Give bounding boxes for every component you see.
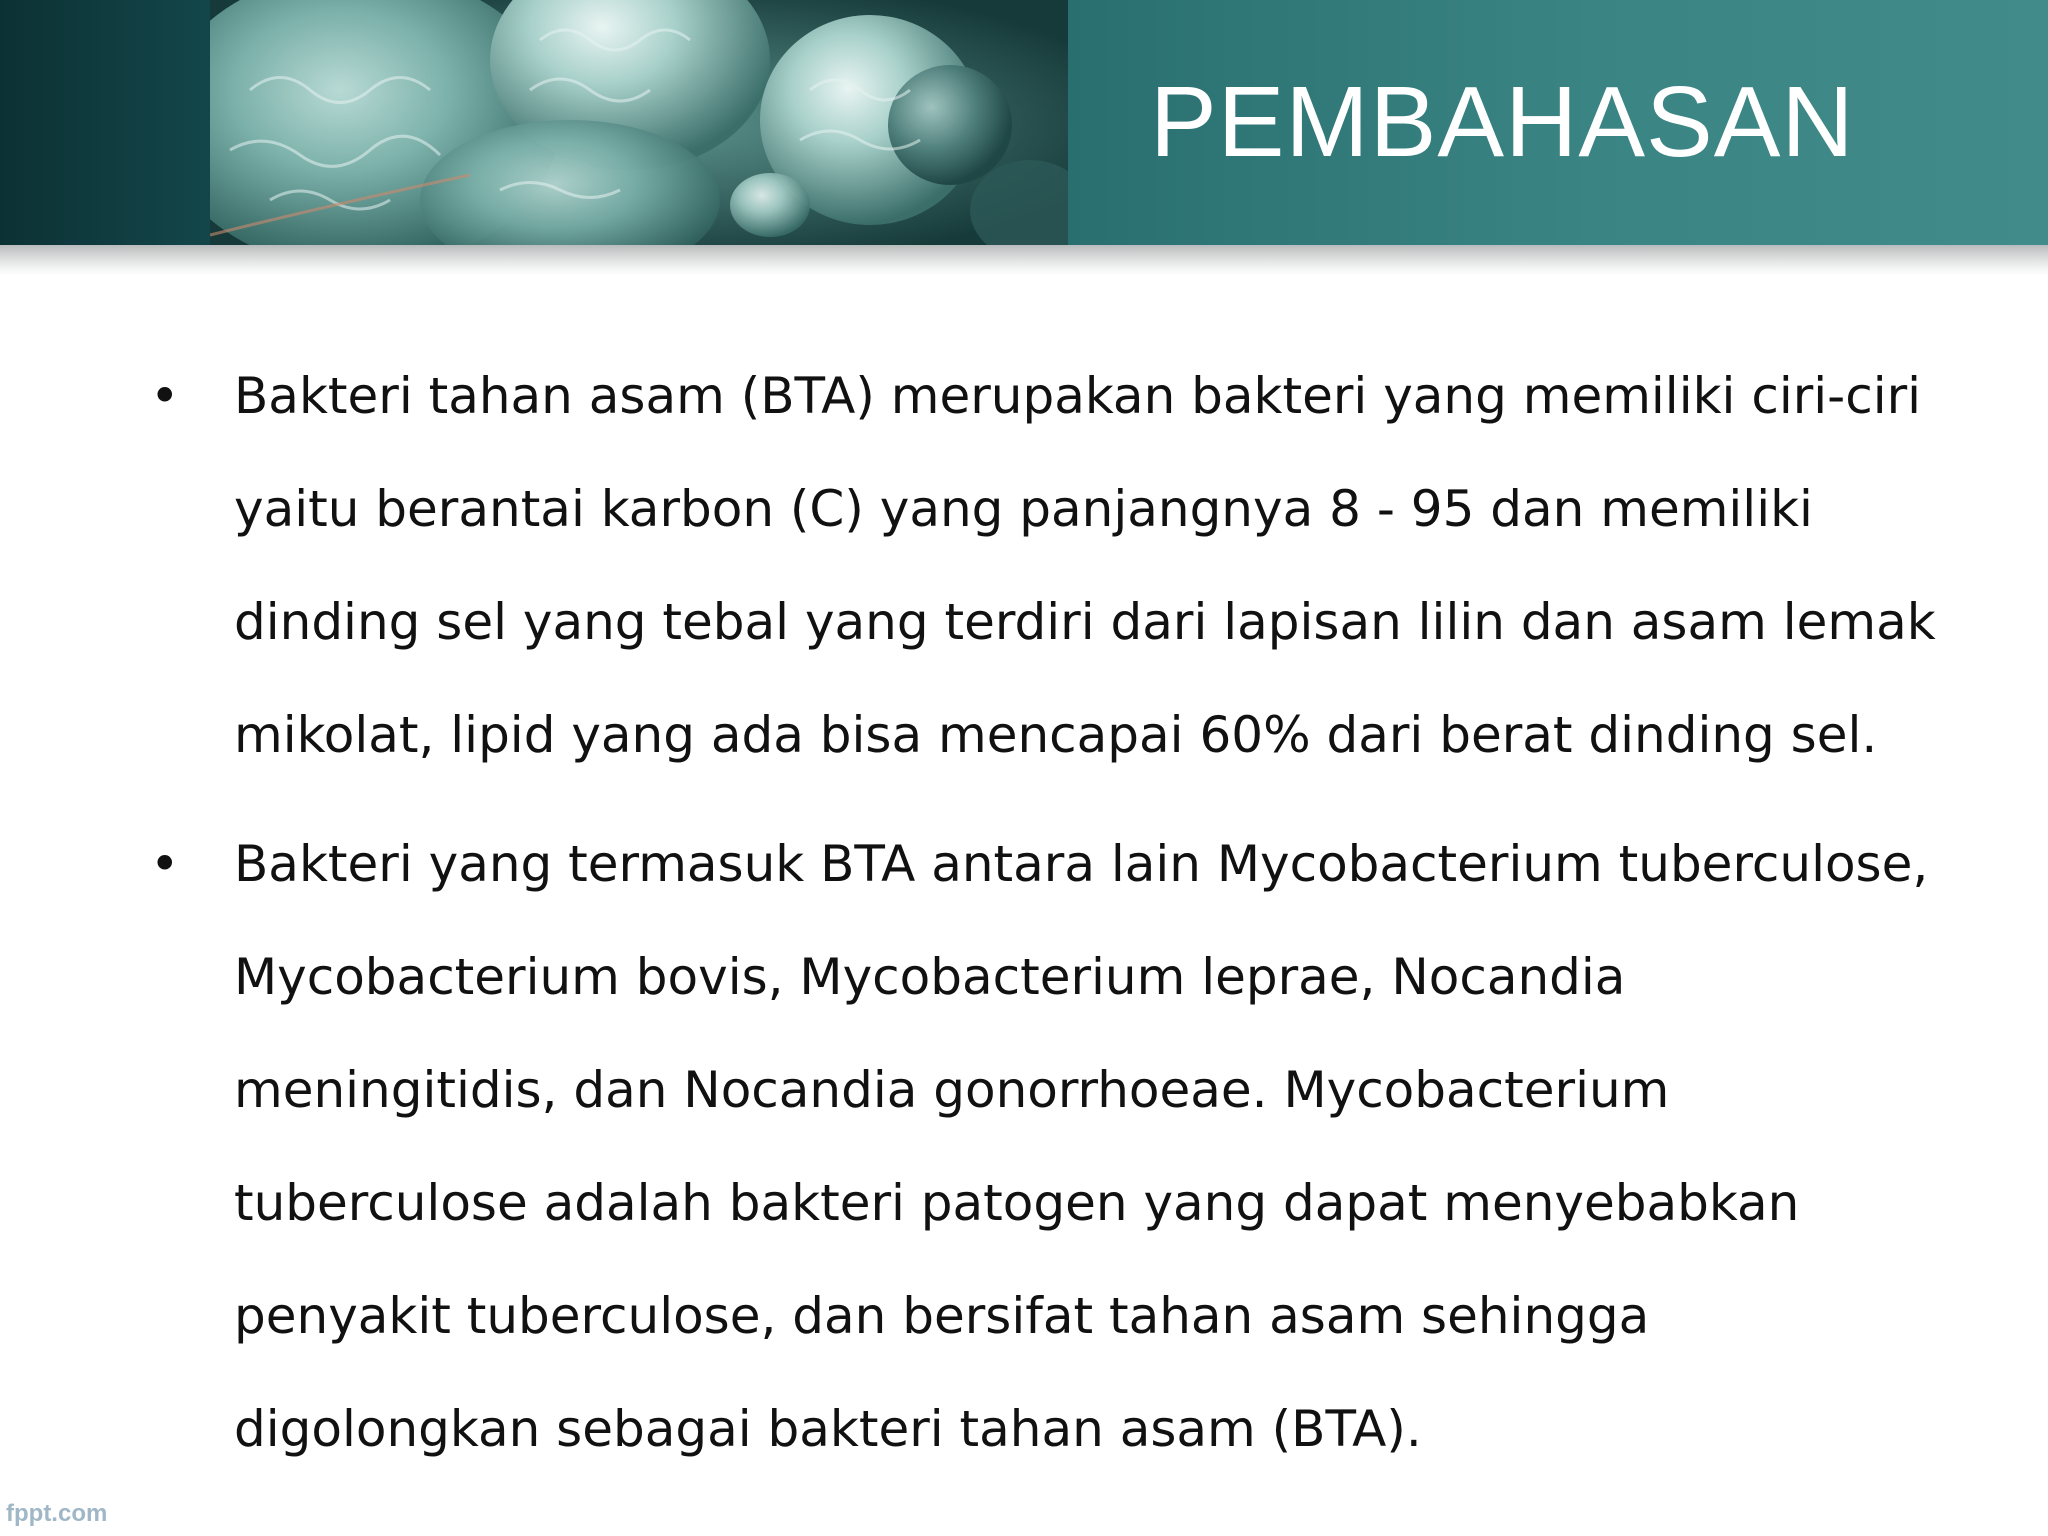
header-shadow	[0, 245, 2048, 275]
bullet-item	[150, 340, 1950, 792]
bullet-line: penyakit tuberculose, dan bersifat tahan asam sehingga	[234, 1287, 1650, 1345]
fppt-logo: fppt.com	[6, 1500, 108, 1527]
bullet-item	[150, 808, 1950, 1486]
bullet-line: tuberculose adalah bakteri patogen yang dapat menyebabkan	[234, 1174, 1800, 1232]
bullet-dot: •	[150, 835, 180, 893]
bullet-line: mikolat, lipid yang ada bisa mencapai 60% dari berat dinding sel.	[234, 706, 1878, 764]
slide-body	[150, 340, 1950, 1502]
bullet-dot: •	[150, 367, 180, 425]
bullet-line: digolongkan sebagai bakteri tahan asam (BTA).	[234, 1400, 1422, 1458]
bullet-line: yaitu berantai karbon (C) yang panjangnya 8 - 95 dan memiliki	[234, 480, 1813, 538]
header-dark-strip	[0, 0, 210, 245]
bullet-line: Bakteri yang termasuk BTA antara lain Mycobacterium tuberculose,	[234, 835, 1929, 893]
slide-title: PEMBAHASAN	[1150, 66, 1855, 178]
bullet-line: Mycobacterium bovis, Mycobacterium leprae, Nocandia	[234, 948, 1626, 1006]
bullet-line: meningitidis, dan Nocandia gonorrhoeae. Mycobacterium	[234, 1061, 1670, 1119]
bullet-line: Bakteri tahan asam (BTA) merupakan bakteri yang memiliki ciri-ciri	[234, 367, 1922, 425]
bullet-line: dinding sel yang tebal yang terdiri dari lapisan lilin dan asam lemak	[234, 593, 1936, 651]
bacteria-microscope-image	[210, 0, 1068, 245]
header-band	[0, 0, 2048, 245]
